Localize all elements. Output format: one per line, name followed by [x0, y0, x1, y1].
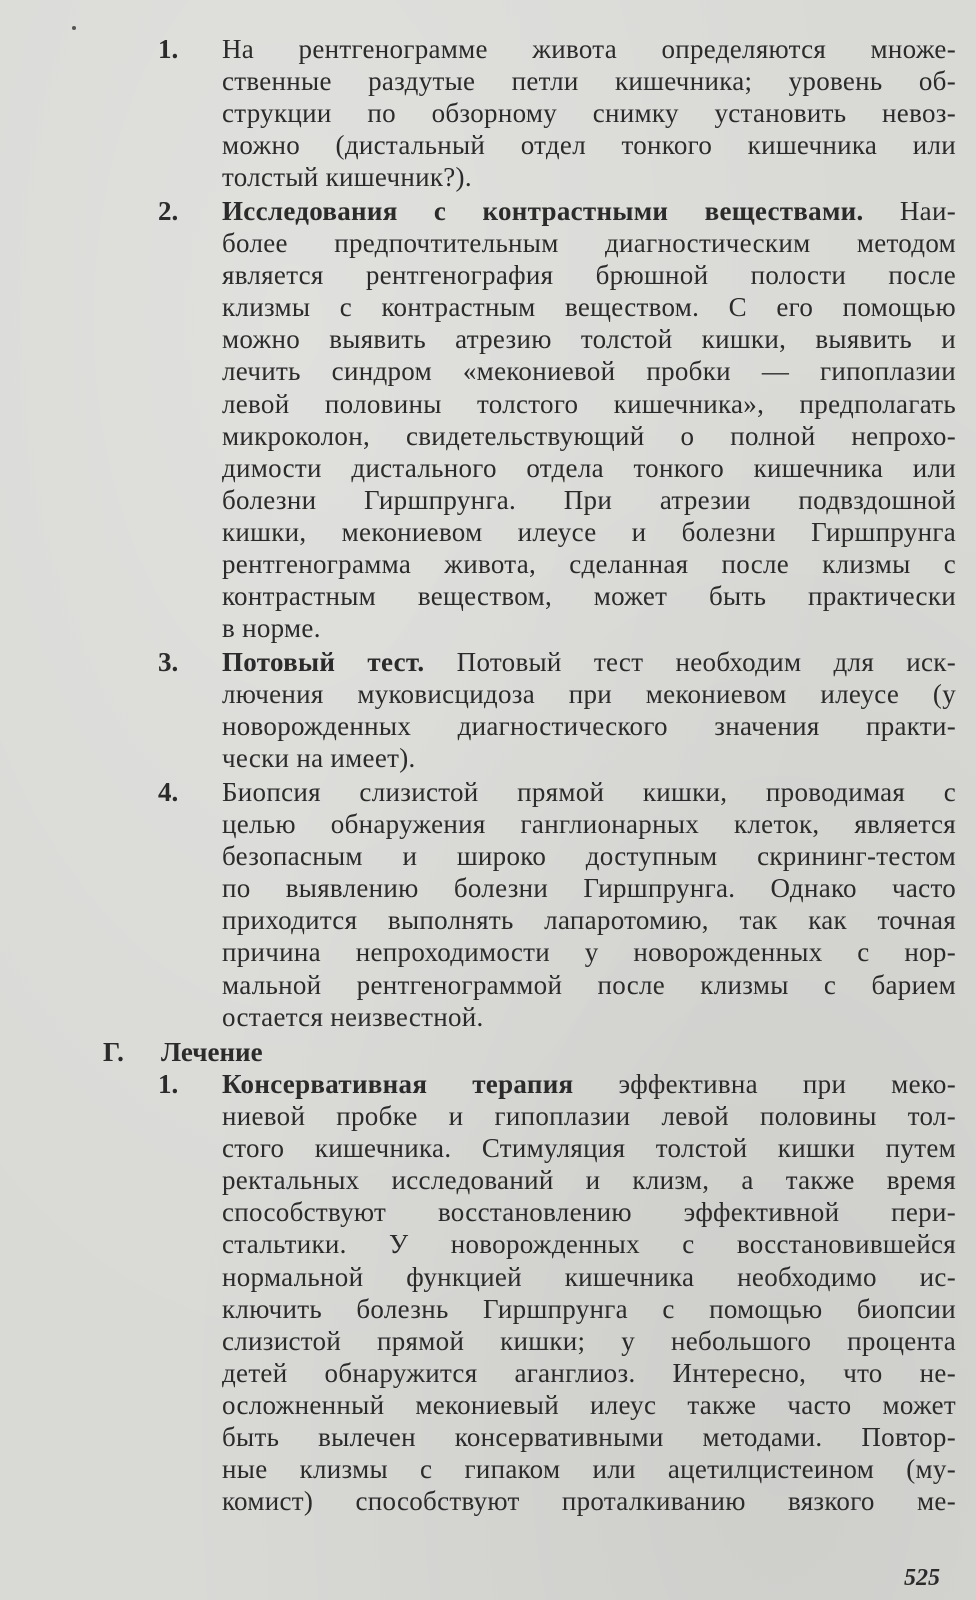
- item-number: 2.: [158, 196, 179, 226]
- section-letter: Г.: [103, 1037, 124, 1067]
- text-line: можно (дистальный отдел тонкого кишечника или: [222, 130, 956, 161]
- text-line: Биопсия слизистой прямой кишки, проводимая с: [222, 777, 956, 807]
- text-line: ниевой пробке и гипоплазии левой половины тол-: [222, 1101, 956, 1132]
- list-item-4: [158, 776, 956, 1033]
- text-line: ключить болезнь Гиршпрунга с помощью биопсии: [222, 1293, 956, 1324]
- list-item-1: [158, 33, 956, 193]
- text-fragment: Потовый тест необходим для иск-: [456, 647, 956, 677]
- text-line: осложненный мекониевый илеус также часто может: [222, 1389, 956, 1420]
- text-line: целью обнаружения ганглионарных клеток, является: [222, 809, 956, 840]
- item-lead-term: Консервативная терапия: [222, 1069, 574, 1099]
- text-line: причина непроходимости у новорожденных с нор-: [222, 937, 956, 968]
- text-line: толстый кишечник?).: [222, 162, 472, 193]
- list-item-3: [158, 646, 956, 774]
- print-speck: [72, 26, 76, 30]
- text-line: более предпочтительным диагностическим методом: [222, 228, 956, 259]
- text-line: ные клизмы с гипаком или ацетилцистеином (му-: [222, 1454, 956, 1485]
- text-fragment: Наи-: [899, 196, 956, 226]
- text-line: можно выявить атрезию толстой кишки, выявить и: [222, 324, 956, 355]
- item-lead-term: Потовый тест.: [222, 647, 425, 677]
- text-line: детей обнаружится аганглиоз. Интересно, что не-: [222, 1357, 956, 1388]
- text-line: лечить синдром «мекониевой пробки — гипоплазии: [222, 356, 956, 387]
- text-line: мальной рентгенограммой после клизмы с барием: [222, 969, 956, 1000]
- text-line: чески на имеет).: [222, 743, 416, 774]
- text-line: слизистой прямой кишки; у небольшого процента: [222, 1325, 956, 1356]
- text-line: кишки, мекониевом илеусе и болезни Гиршпрунга: [222, 516, 956, 547]
- text-line: лючения муковисцидоза при мекониевом илеусе (у: [222, 679, 956, 710]
- text-line: ректальных исследований и клизм, а также время: [222, 1165, 956, 1196]
- text-line: способствуют восстановлению эффективной пери-: [222, 1197, 956, 1228]
- item-number: 4.: [158, 777, 179, 807]
- section-title: Лечение: [161, 1037, 263, 1067]
- text-line: На рентгенограмме живота определяются множе-: [222, 34, 956, 64]
- text-line: [222, 195, 956, 227]
- section-heading: [103, 1036, 263, 1068]
- text-line: микроколон, свидетельствующий о полной непрохо-: [222, 420, 956, 451]
- page-number: 525: [904, 1565, 940, 1591]
- text-line: рентгенограмма живота, сделанная после клизмы с: [222, 549, 956, 580]
- text-line: контрастным веществом, может быть практически: [222, 581, 956, 612]
- text-line: болезни Гиршпрунга. При атрезии подвздошной: [222, 484, 956, 515]
- text-line: стого кишечника. Стимуляция толстой кишки путем: [222, 1133, 956, 1164]
- text-line: остается неизвестной.: [222, 1001, 484, 1032]
- text-line: димости дистального отдела тонкого кишечника или: [222, 452, 956, 483]
- text-line: [222, 646, 956, 678]
- text-line: быть вылечен консервативными методами. Повтор-: [222, 1422, 956, 1453]
- treatment-item-1: [158, 1068, 956, 1517]
- text-line: безопасным и широко доступным скрининг-тестом: [222, 841, 956, 872]
- item-number: 1.: [158, 34, 179, 64]
- text-fragment: эффективна при меко-: [618, 1069, 956, 1099]
- text-line: нормальной функцией кишечника необходимо ис-: [222, 1261, 956, 1292]
- text-line: приходится выполнять лапаротомию, так как точная: [222, 905, 956, 936]
- text-line: клизмы с контрастным веществом. С его помощью: [222, 292, 956, 323]
- text-line: в норме.: [222, 613, 321, 644]
- text-line: является рентгенография брюшной полости после: [222, 260, 956, 291]
- text-line: струкции по обзорному снимку установить невоз-: [222, 98, 956, 129]
- text-line: комист) способствуют проталкиванию вязкого ме-: [222, 1486, 956, 1517]
- text-line: новорожденных диагностического значения практи-: [222, 711, 956, 742]
- item-number: 1.: [158, 1069, 179, 1099]
- item-lead-term: Исследования с контрастными веществами.: [222, 196, 864, 226]
- text-line: по выявлению болезни Гиршпрунга. Однако часто: [222, 873, 956, 904]
- list-item-2: [158, 195, 956, 644]
- item-number: 3.: [158, 647, 179, 677]
- text-line: левой половины толстого кишечника», предполагать: [222, 388, 956, 419]
- text-line: [222, 1068, 956, 1100]
- text-line: ственные раздутые петли кишечника; уровень об-: [222, 66, 956, 97]
- text-line: стальтики. У новорожденных с восстановившейся: [222, 1229, 956, 1260]
